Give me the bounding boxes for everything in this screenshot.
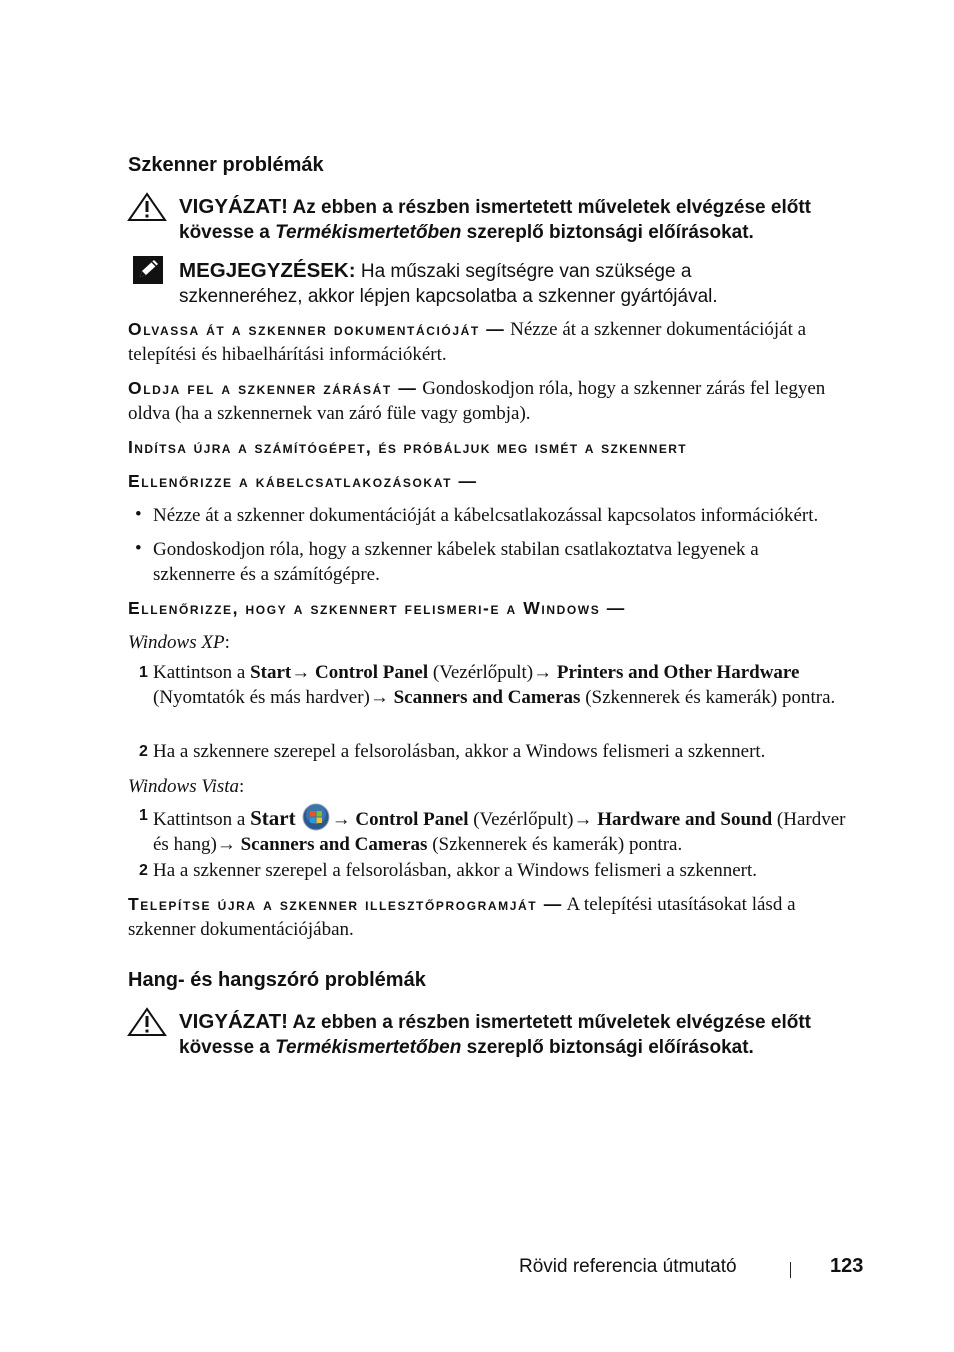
windows-vista-label: Windows Vista: xyxy=(128,776,245,797)
vista-step-2: Ha a szkenner szerepel a felsorolásban, akkor a Windows felismeri a szkennert. xyxy=(153,860,758,881)
start-menu-ref: Start xyxy=(250,662,292,683)
step-number: 1 xyxy=(139,807,148,824)
list-item: Nézze át a szkenner dokumentációját a kábelcsatlakozással kapcsolatos információkért. xyxy=(153,505,819,526)
windows-xp-label: Windows XP: xyxy=(128,632,230,653)
tip-restart-computer: Indítsa újra a számítógépet, és próbáljuk meg ismét a szkennert xyxy=(128,437,688,457)
scanners-cameras-ref: Scanners and Cameras xyxy=(240,834,428,855)
footer-separator xyxy=(790,1262,791,1278)
tip-read-documentation: Olvassa át a szkenner dokumentációját — Nézze át a szkenner dokumentációját a telepítési és hibaelhárítási információkért. xyxy=(128,319,807,365)
control-panel-ref: Control Panel xyxy=(315,662,429,683)
step-number: 2 xyxy=(139,743,148,760)
note-label: MEGJEGYZÉSEK: xyxy=(179,259,356,282)
caution-callout-scanner: VIGYÁZAT! Az ebben a részben ismertetett műveletek elvégzése előtt kövesse a Termékismertetőben szereplő biztonsági előírásokat. xyxy=(179,195,812,243)
list-item: Gondoskodjon róla, hogy a szkenner kábelek stabilan csatlakoztatva legyenek a szkennerre és a számítógépre. xyxy=(153,539,759,585)
pencil-note-icon xyxy=(133,256,163,284)
tip-check-windows-recognition: Ellenőrizze, hogy a szkennert felismeri-e a Windows — xyxy=(128,598,626,618)
scanners-cameras-ref: Scanners and Cameras xyxy=(393,687,581,708)
caution-label: VIGYÁZAT! xyxy=(179,1010,288,1033)
caution-callout-sound: VIGYÁZAT! Az ebben a részben ismertetett műveletek elvégzése előtt kövesse a Termékismertetőben szereplő biztonsági előírásokat. xyxy=(179,1010,812,1058)
warning-triangle-icon xyxy=(127,1007,167,1037)
vista-step-1: Kattintson a Start → Control Panel (Vezérlőpult)→ Hardware and Sound (Hardver és hang)→ Scanners and Cameras (Szkennerek és kamerák) pontra. xyxy=(153,803,853,857)
xp-step-1: Kattintson a Start→ Control Panel (Vezérlőpult)→ Printers and Other Hardware (Nyomtatók és más hardver)→ Scanners and Cameras (Szkennerek és kamerák) pontra. xyxy=(153,662,836,708)
bullet-dot: • xyxy=(135,504,142,525)
tip-unlock-scanner: Oldja fel a szkenner zárását — Gondoskodjon róla, hogy a szkenner zárás fel legyen oldva (ha a szkennernek van záró füle vagy gombja). xyxy=(128,378,826,424)
step-number: 2 xyxy=(139,862,148,879)
section-heading-sound: Hang- és hangszóró problémák xyxy=(128,969,426,991)
hardware-sound-ref: Hardware and Sound xyxy=(597,809,773,830)
bullet-dot: • xyxy=(135,538,142,559)
caution-label: VIGYÁZAT! xyxy=(179,195,288,218)
warning-triangle-icon xyxy=(127,192,167,222)
windows-start-orb-icon xyxy=(302,803,330,831)
section-heading-scanner: Szkenner problémák xyxy=(128,154,324,176)
step-number: 1 xyxy=(139,664,148,681)
tip-check-cables: Ellenőrizze a kábelcsatlakozásokat — xyxy=(128,471,478,491)
footer-title: Rövid referencia útmutató xyxy=(519,1256,737,1277)
tip-reinstall-driver: Telepítse újra a szkenner illesztőprogramját — A telepítési utasításokat lásd a szkenner dokumentációjában. xyxy=(128,894,796,940)
xp-step-2: Ha a szkennere szerepel a felsorolásban, akkor a Windows felismeri a szkennert. xyxy=(153,741,766,762)
start-menu-ref: Start xyxy=(250,806,296,830)
control-panel-ref: Control Panel xyxy=(355,809,469,830)
page-number: 123 xyxy=(830,1255,864,1277)
printers-hardware-ref: Printers and Other Hardware xyxy=(556,662,800,683)
note-callout: MEGJEGYZÉSEK: Ha műszaki segítségre van szüksége a szkenneréhez, akkor lépjen kapcsolatba a szkenner gyártójával. xyxy=(179,259,718,307)
